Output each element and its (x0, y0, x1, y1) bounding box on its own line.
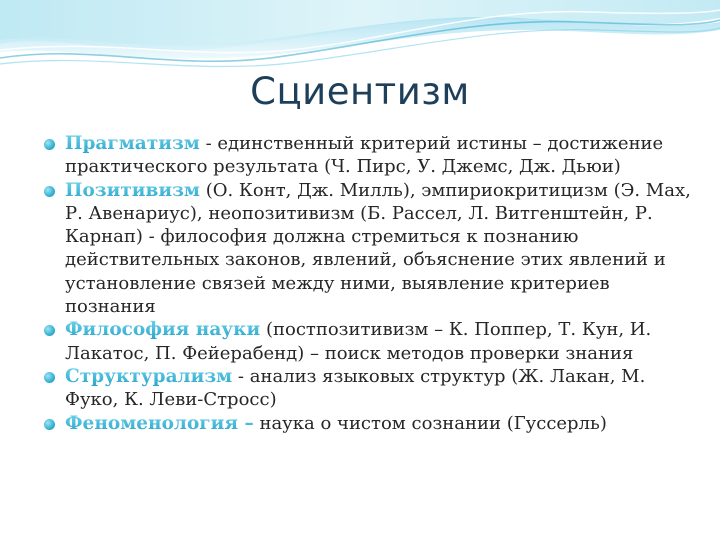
bullet-icon (44, 325, 55, 336)
list-item (44, 365, 694, 412)
wave-decoration (0, 0, 720, 80)
item-text: - единственный критерий истины – достижение практического результата (Ч. Пирс, У. Джемс, Дж. Дьюи) (65, 133, 664, 178)
item-text: наука о чистом сознании (Гуссерль) (253, 412, 607, 434)
term-label: Структурализм (65, 365, 233, 387)
list-item (44, 132, 694, 179)
term-label: Феноменология – (65, 412, 254, 434)
bullet-icon (44, 419, 55, 430)
slide-title: Сциентизм (250, 70, 470, 113)
item-text: (О. Конт, Дж. Милль), эмпириокритицизм (Э. Мах, Р. Авенариус), неопозитивизм (Б. Рассел, Л. Витгенштейн, Р. Карнап) - философия должна стремиться к познанию действительных законов, явлений, объяснение этих явлений и установление связей между ними, выявление критериев познания (65, 179, 691, 318)
item-text: - анализ языковых структур (Ж. Лакан, М. Фуко, К. Леви-Стросс) (65, 365, 646, 411)
bullet-icon (44, 186, 55, 197)
term-label: Прагматизм (65, 133, 200, 154)
list-item (44, 318, 694, 365)
list-item (44, 412, 694, 435)
item-text: (постпозитивизм – К. Поппер, Т. Кун, И. Лакатос, П. Фейерабенд) – поиск методов проверки знания (65, 319, 652, 364)
bullet-icon (44, 139, 55, 150)
bullet-list (44, 132, 694, 435)
bullet-icon (44, 372, 55, 383)
list-item (44, 179, 694, 319)
term-label: Позитивизм (65, 179, 200, 201)
term-label: Философия науки (65, 319, 261, 341)
